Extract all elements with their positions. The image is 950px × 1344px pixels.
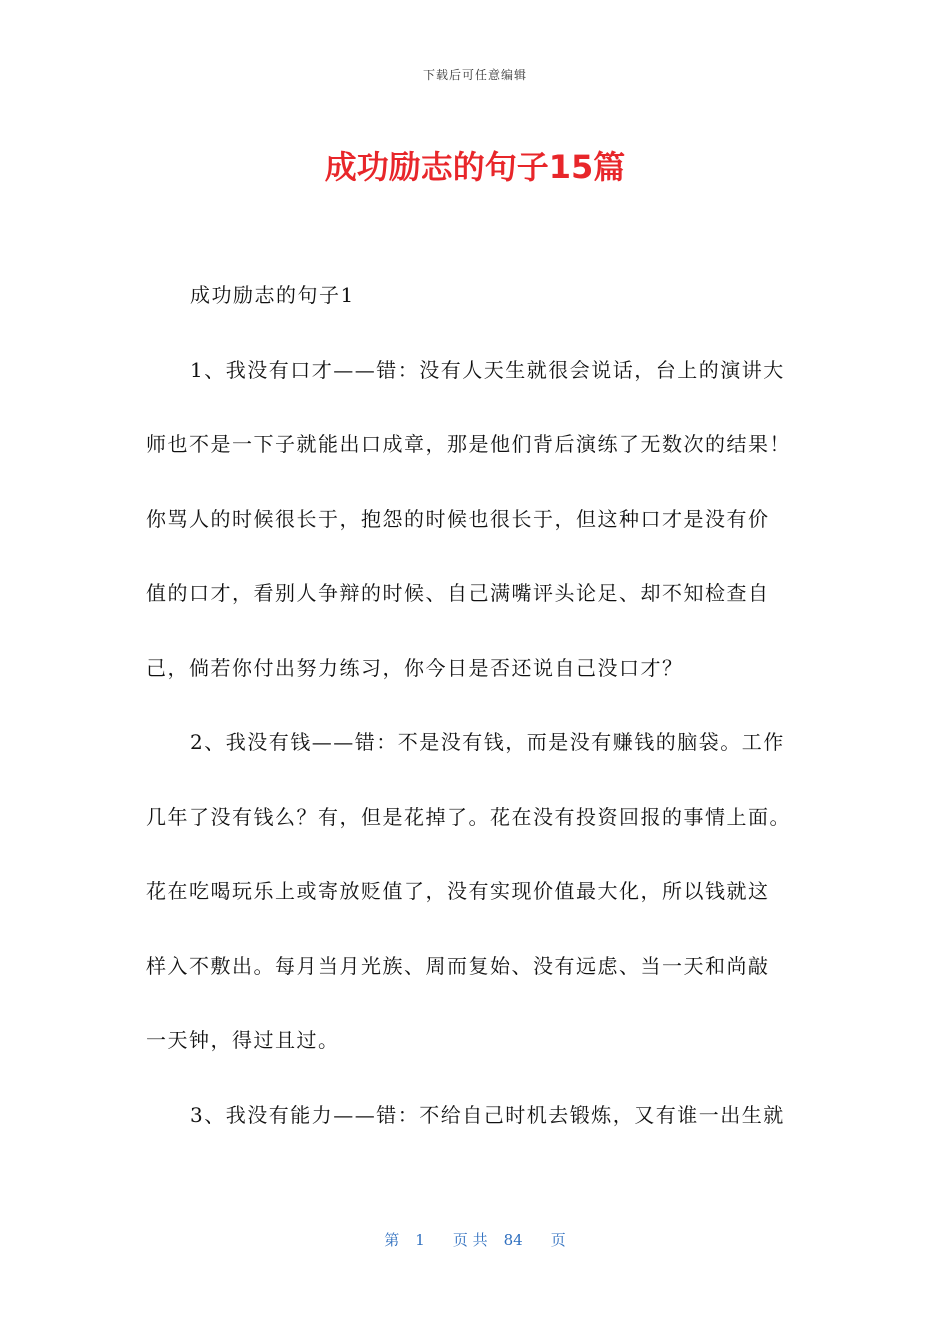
- body-line: 你骂人的时候很长于，抱怨的时候也很长于，但这种口才是没有价: [146, 506, 770, 531]
- body-line: 几年了没有钱么？有，但是花掉了。花在没有投资回报的事情上面。: [146, 804, 791, 829]
- body-line: 样入不敷出。每月当月光族、周而复始、没有远虑、当一天和尚敲: [146, 953, 770, 978]
- document-title: 成功励志的句子15篇: [324, 148, 626, 186]
- footer-page-number: 1: [415, 1231, 425, 1249]
- body-line: 1、我没有口才——错：没有人天生就很会说话，台上的演讲大: [190, 357, 785, 382]
- body-line: 己，倘若你付出努力练习，你今日是否还说自己没口才？: [146, 655, 684, 680]
- footer-page-mid: 页 共: [452, 1231, 488, 1249]
- body-line: 师也不是一下子就能出口成章，那是他们背后演练了无数次的结果！: [146, 432, 791, 456]
- body-line: 成功励志的句子1: [190, 283, 355, 307]
- body-line: 3、我没有能力——错：不给自己时机去锻炼，又有谁一出生就: [190, 1102, 785, 1127]
- document-body: [146, 258, 806, 1152]
- body-line: 一天钟，得过且过。: [146, 1028, 340, 1052]
- body-line: 值的口才，看别人争辩的时候、自己满嘴评头论足、却不知检查自: [146, 581, 770, 605]
- body-line: 花在吃喝玩乐上或寄放贬值了，没有实现价值最大化，所以钱就这: [146, 879, 770, 903]
- footer-page-prefix: 第: [384, 1231, 400, 1249]
- footer-total-pages: 84: [503, 1231, 523, 1249]
- footer-page-suffix: 页: [550, 1231, 566, 1249]
- body-line: 2、我没有钱——错：不是没有钱，而是没有赚钱的脑袋。工作: [190, 730, 785, 754]
- header-note: 下载后可任意编辑: [422, 68, 527, 82]
- page-footer: [0, 1229, 950, 1250]
